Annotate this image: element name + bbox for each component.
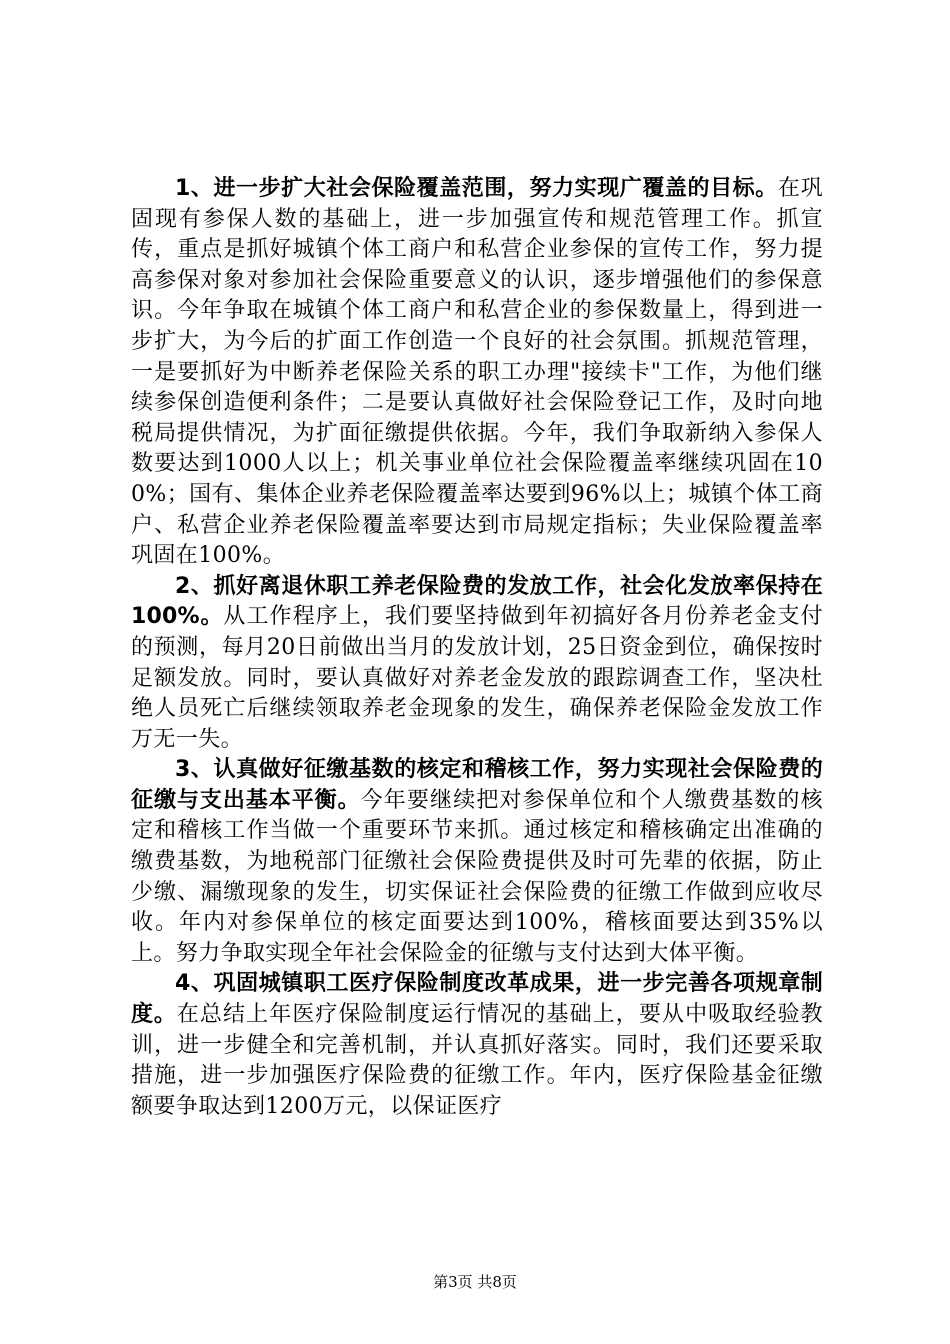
paragraph-1-body: 在巩固现有参保人数的基础上，进一步加强宣传和规范管理工作。抓宣传，重点是抓好城镇个体工商户和私营企业参保的宣传工作，努力提高参保对象对参加社会保险重要意义的认识，逐步增强他们的参保意识。今年争取在城镇个体工商户和私营企业的参保数量上，得到进一步扩大，为今后的扩面工作创造一个良好的社会氛围。抓规范管理，一是要抓好为中断养老保险关系的职工办理"接续卡"工作，为他们继续参保创造便利条件；二是要认真做好社会保险登记工作，及时向地税局提供情况，为扩面征缴提供依据。今年，我们争取新纳入参保人数要达到1000人以上；机关事业单位社会保险覆盖率继续巩固在100%；国有、集体企业养老保险覆盖率达要到96%以上；城镇个体工商户、私营企业养老保险覆盖率要达到市局规定指标；失业保险覆盖率巩固在100%。 bbox=[131, 176, 823, 569]
paragraph-1-lead: 1、进一步扩大社会保险覆盖范围，努力实现广覆盖的目标。 bbox=[175, 176, 778, 201]
paragraph-4-body: 在总结上年医疗保险制度运行情况的基础上，要从中吸取经验教训，进一步健全和完善机制，并认真抓好落实。同时，我们还要采取措施，进一步加强医疗保险费的征缴工作。年内，医疗保险基金征缴额要争取达到1200万元，以保证医疗 bbox=[131, 1002, 823, 1119]
paragraph-3-body: 今年要继续把对参保单位和个人缴费基数的核定和稽核工作当做一个重要环节来抓。通过核定和稽核确定出准确的缴费基数，为地税部门征缴社会保险费提供及时可先辈的依据，防止少缴、漏缴现象的发生，切实保证社会保险费的征缴工作做到应收尽收。年内对参保单位的核定面要达到100%，稽核面要达到35%以上。努力争取实现全年社会保险金的征缴与支付达到大体平衡。 bbox=[131, 787, 823, 966]
paragraph-4-lead: 4、巩固城镇职工医疗保险制度改革成果，进一步完善各项规章制度。 bbox=[131, 971, 823, 1028]
paragraph-4 bbox=[131, 969, 823, 1122]
paragraph-2-lead: 2、抓好离退休职工养老保险费的发放工作，社会化发放率保持在100%。 bbox=[131, 573, 823, 630]
paragraph-3 bbox=[131, 755, 823, 969]
paragraph-2 bbox=[131, 572, 823, 756]
document-body bbox=[131, 174, 823, 1122]
paragraph-3-lead: 3、认真做好征缴基数的核定和稽核工作，努力实现社会保险费的征缴与支出基本平衡。 bbox=[131, 757, 823, 813]
paragraph-2-body: 从工作程序上，我们要坚持做到年初搞好各月份养老金支付的预测，每月20日前做出当月的发放计划，25日资金到位，确保按时足额发放。同时，要认真做好对养老金发放的跟踪调查工作，坚决杜绝人员死亡后继续领取养老金现象的发生，确保养老保险金发放工作万无一失。 bbox=[131, 604, 824, 752]
paragraph-1 bbox=[131, 174, 823, 572]
page-number-footer: 第3页 共8页 bbox=[433, 1273, 517, 1291]
